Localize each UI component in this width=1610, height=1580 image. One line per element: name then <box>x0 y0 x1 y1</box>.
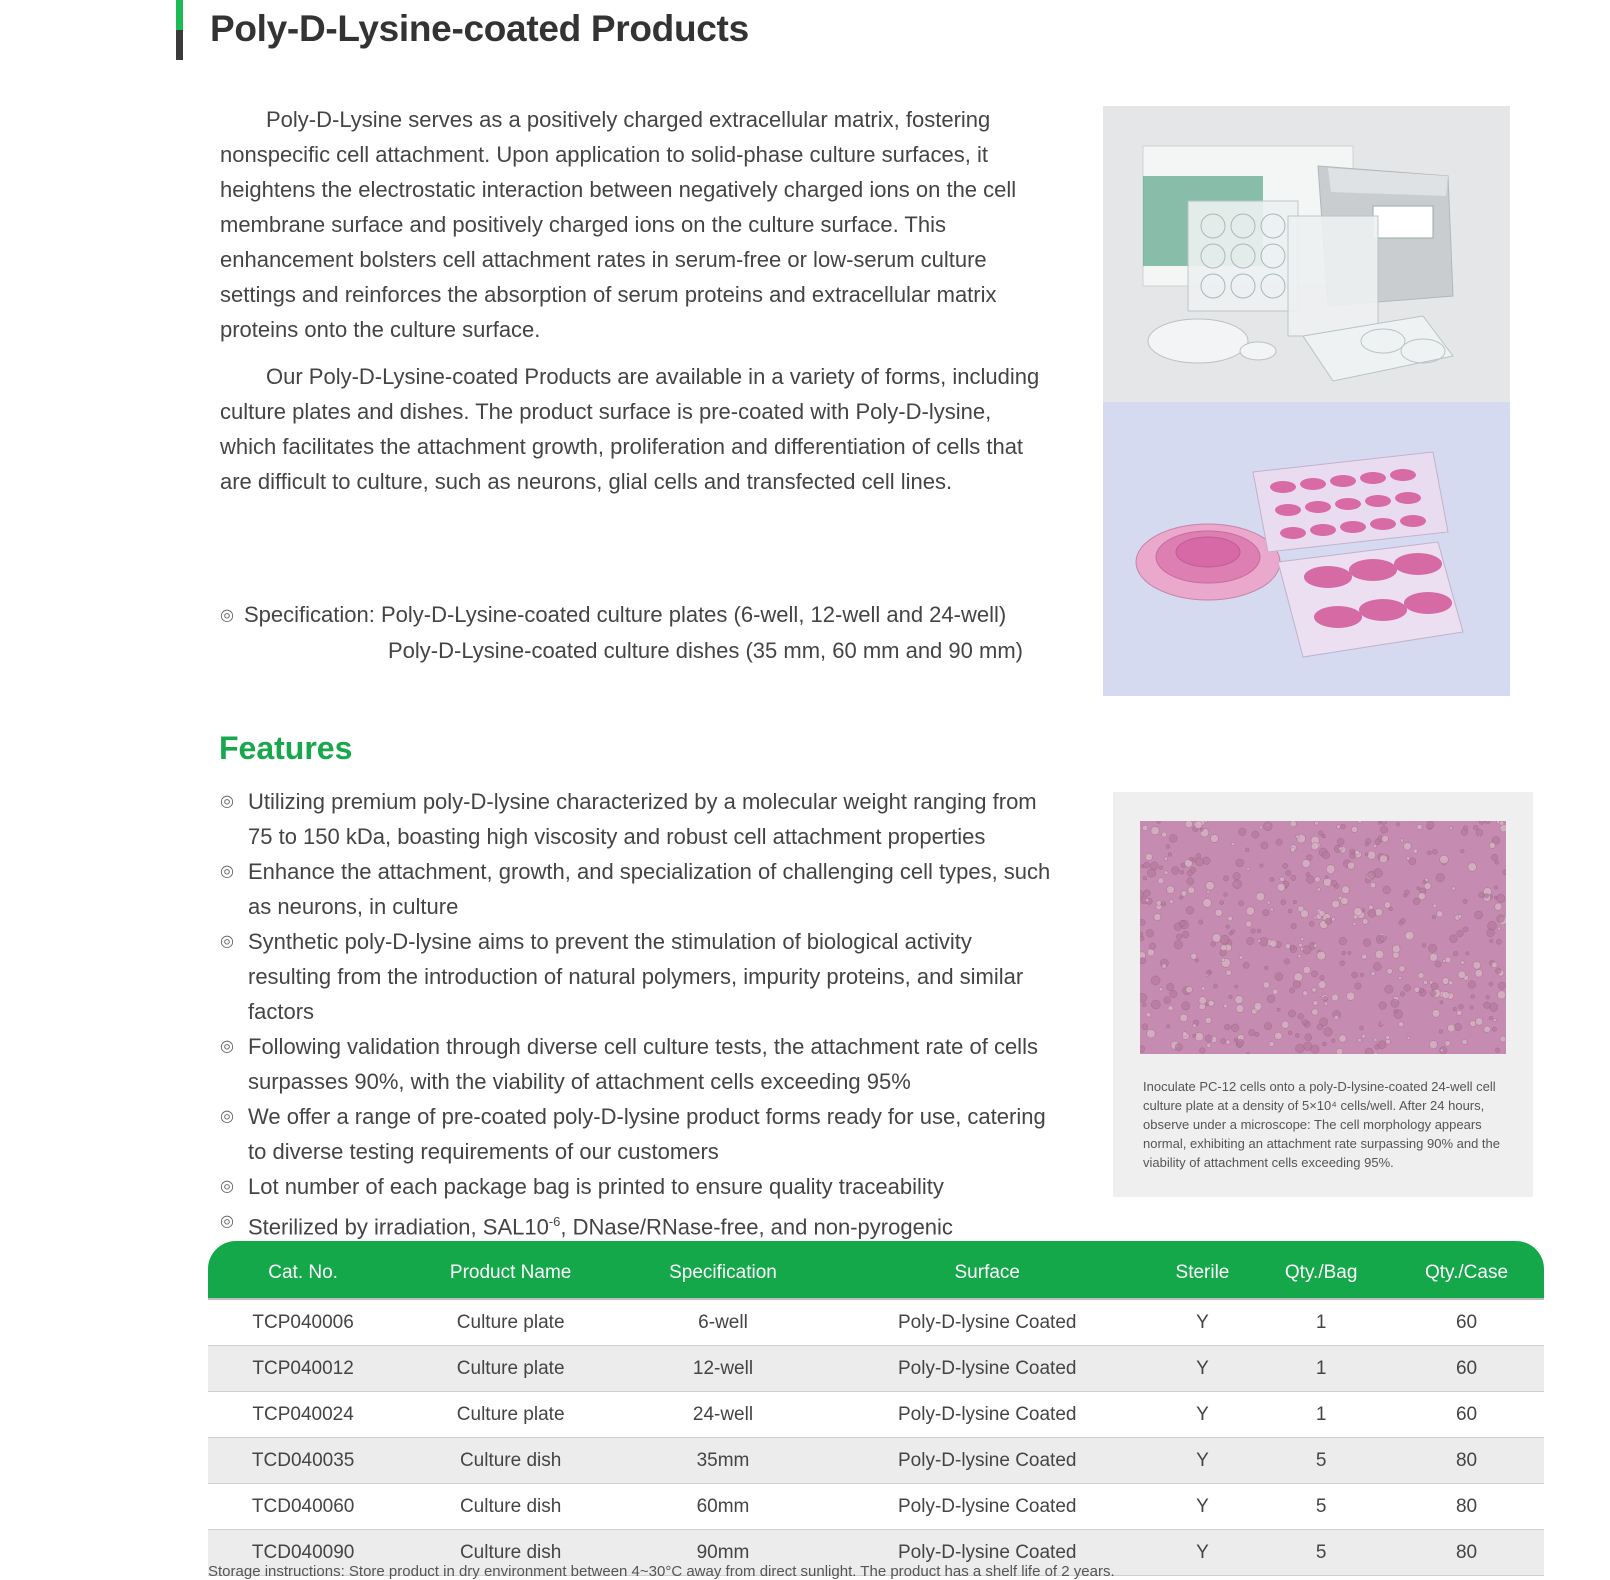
feature-item <box>220 854 1060 924</box>
cell-product-name: Culture dish <box>398 1530 623 1576</box>
cell-surface: Poly-D-lysine Coated <box>823 1299 1152 1346</box>
microscope-panel <box>1113 792 1533 1197</box>
header-qty-case: Qty./Case <box>1389 1241 1544 1299</box>
product-package-photo <box>1103 106 1510 402</box>
header-surface: Surface <box>823 1241 1152 1299</box>
cell-sterile: Y <box>1152 1530 1254 1576</box>
cell-qty-case: 80 <box>1389 1484 1544 1530</box>
cell-surface: Poly-D-lysine Coated <box>823 1346 1152 1392</box>
circle-bullet-icon: ◎ <box>220 1108 234 1125</box>
circle-bullet-icon: ◎ <box>220 793 234 810</box>
circle-bullet-icon: ◎ <box>220 1038 234 1055</box>
circle-bullet-icon: ◎ <box>220 1178 234 1195</box>
cell-product-name: Culture dish <box>398 1484 623 1530</box>
cell-surface: Poly-D-lysine Coated <box>823 1530 1152 1576</box>
feature-superscript: -6 <box>548 1214 561 1229</box>
specification <box>220 597 1060 668</box>
product-plates-photo <box>1103 402 1510 696</box>
cell-sterile: Y <box>1152 1346 1254 1392</box>
cell-qty-case: 80 <box>1389 1530 1544 1576</box>
header-qty-bag: Qty./Bag <box>1253 1241 1389 1299</box>
cell-qty-bag: 1 <box>1253 1392 1389 1438</box>
circle-bullet-icon: ◎ <box>220 607 234 624</box>
cell-specification: 60mm <box>623 1484 823 1530</box>
cell-specification: 24-well <box>623 1392 823 1438</box>
product-table <box>208 1241 1544 1576</box>
storage-instructions: Storage instructions: Store product in dry environment between 4~30°C away from direct sunlight. The product has a shelf life of 2 years. <box>208 1563 1115 1580</box>
table-row <box>208 1438 1544 1484</box>
intro-paragraph-1: Poly-D-Lysine serves as a positively charged extracellular matrix, fostering nonspecific cell attachment. Upon application to solid-phase culture surfaces, it heightens the electrostatic interaction between negatively charged ions on the cell membrane surface and positively charged ions on the culture surface. This enhancement bolsters cell attachment rates in serum-free or low-serum culture settings and reinforces the absorption of serum proteins and extracellular matrix proteins onto the culture surface. <box>220 107 1017 342</box>
feature-item <box>220 784 1060 854</box>
features-list <box>220 784 1060 1244</box>
table-row <box>208 1392 1544 1438</box>
microscope-caption: Inoculate PC-12 cells onto a poly-D-lysine-coated 24-well cell culture plate at a density of 5×10⁴ cells/well. After 24 hours, observe under a microscope: The cell morphology appears normal, exhibiting an attachment rate surpassing 90% and the viability of attachment cells exceeding 95%. <box>1143 1079 1500 1170</box>
circle-bullet-icon: ◎ <box>220 863 234 880</box>
table-row <box>208 1484 1544 1530</box>
feature-text: Synthetic poly-D-lysine aims to prevent the stimulation of biological activity resulting from the introduction of natural polymers, impurity proteins, and similar factors <box>248 929 1024 1024</box>
product-photo <box>1103 106 1510 696</box>
header-product-name: Product Name <box>398 1241 623 1299</box>
circle-bullet-icon: ◎ <box>220 933 234 950</box>
features-title: Features <box>219 730 353 766</box>
cell-sterile: Y <box>1152 1484 1254 1530</box>
specification-line-1: Specification: Poly-D-Lysine-coated culture plates (6-well, 12-well and 24-well) <box>244 602 1007 627</box>
header-sterile: Sterile <box>1152 1241 1254 1299</box>
cell-qty-case: 60 <box>1389 1299 1544 1346</box>
cell-sterile: Y <box>1152 1299 1254 1346</box>
table-row <box>208 1346 1544 1392</box>
feature-text: Following validation through diverse cell culture tests, the attachment rate of cells surpasses 90%, with the viability of attachment cells exceeding 95% <box>248 1034 1038 1094</box>
cell-qty-bag: 1 <box>1253 1346 1389 1392</box>
feature-item <box>220 924 1060 1029</box>
cell-specification: 90mm <box>623 1530 823 1576</box>
cell-qty-case: 60 <box>1389 1392 1544 1438</box>
header-specification: Specification <box>623 1241 823 1299</box>
cell-qty-bag: 5 <box>1253 1530 1389 1576</box>
title-accent-green <box>176 0 183 30</box>
feature-item <box>220 1099 1060 1169</box>
cell-cat-no: TCP040012 <box>208 1346 398 1392</box>
feature-item <box>220 1169 1060 1204</box>
feature-text: Lot number of each package bag is printed to ensure quality traceability <box>248 1174 944 1199</box>
cell-surface: Poly-D-lysine Coated <box>823 1438 1152 1484</box>
specification-line-2: Poly-D-Lysine-coated culture dishes (35 mm, 60 mm and 90 mm) <box>388 638 1023 663</box>
cell-surface: Poly-D-lysine Coated <box>823 1392 1152 1438</box>
feature-text: We offer a range of pre-coated poly-D-lysine product forms ready for use, catering to diverse testing requirements of our customers <box>248 1104 1046 1164</box>
feature-text: Utilizing premium poly-D-lysine characterized by a molecular weight ranging from 75 to 150 kDa, boasting high viscosity and robust cell attachment properties <box>248 789 1037 849</box>
cell-cat-no: TCD040090 <box>208 1530 398 1576</box>
cell-specification: 12-well <box>623 1346 823 1392</box>
page-title: Poly-D-Lysine-coated Products <box>210 8 749 49</box>
feature-item <box>220 1204 1060 1244</box>
cell-qty-case: 60 <box>1389 1346 1544 1392</box>
cell-cat-no: TCP040024 <box>208 1392 398 1438</box>
intro-paragraph-2: Our Poly-D-Lysine-coated Products are available in a variety of forms, including culture plates and dishes. The product surface is pre-coated with Poly-D-lysine, which facilitates the attachment growth, proliferation and differentiation of cells that are difficult to culture, such as neurons, glial cells and transfected cell lines. <box>220 364 1040 494</box>
table-header-row <box>208 1241 1544 1299</box>
cell-product-name: Culture plate <box>398 1299 623 1346</box>
cell-qty-case: 80 <box>1389 1438 1544 1484</box>
cell-sterile: Y <box>1152 1392 1254 1438</box>
circle-bullet-icon: ◎ <box>220 1213 234 1230</box>
cell-qty-bag: 5 <box>1253 1484 1389 1530</box>
cell-cat-no: TCP040006 <box>208 1299 398 1346</box>
cell-specification: 35mm <box>623 1438 823 1484</box>
cell-product-name: Culture plate <box>398 1346 623 1392</box>
cell-surface: Poly-D-lysine Coated <box>823 1484 1152 1530</box>
cell-sterile: Y <box>1152 1438 1254 1484</box>
title-accent-bar <box>176 0 183 60</box>
table-row <box>208 1299 1544 1346</box>
title-accent-dark <box>176 30 183 60</box>
feature-text: , DNase/RNase-free, and non-pyrogenic <box>560 1214 953 1240</box>
cell-qty-bag: 5 <box>1253 1438 1389 1484</box>
feature-item <box>220 1029 1060 1099</box>
cell-qty-bag: 1 <box>1253 1299 1389 1346</box>
cell-product-name: Culture plate <box>398 1392 623 1438</box>
feature-text: Sterilized by irradiation, SAL10 <box>248 1214 549 1240</box>
header-cat-no: Cat. No. <box>208 1241 398 1299</box>
cell-product-name: Culture dish <box>398 1438 623 1484</box>
cell-cat-no: TCD040060 <box>208 1484 398 1530</box>
cell-specification: 6-well <box>623 1299 823 1346</box>
intro-text <box>220 102 1040 511</box>
cell-cat-no: TCD040035 <box>208 1438 398 1484</box>
microscope-image <box>1140 821 1506 1054</box>
feature-text: Enhance the attachment, growth, and specialization of challenging cell types, such as neurons, in culture <box>248 859 1051 919</box>
